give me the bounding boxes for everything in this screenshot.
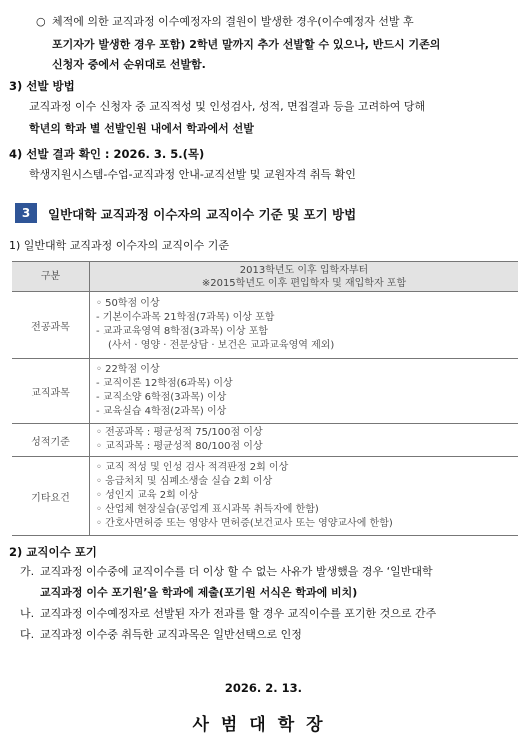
table-header-line-2: ※2015학년도 이후 편입학자 및 재입학자 포함 xyxy=(201,277,407,289)
list-item: - 교직이론 12학점(6과목) 이상 xyxy=(96,378,233,389)
issuing-organization: 사범대학장 xyxy=(192,715,335,735)
table-header-criteria xyxy=(90,262,519,292)
item-na-text: 교직과정 이수예정자로 선발된 자가 전과를 할 경우 교직이수를 포기한 것으로 간주 xyxy=(40,607,437,620)
list-item: ◦ 22학점 이상 xyxy=(96,364,160,375)
list-item: ◦ 교직 적성 및 인성 검사 적격판정 2회 이상 xyxy=(96,462,289,473)
list-item: ◦ 성인지 교육 2회 이상 xyxy=(96,490,199,501)
table-row-category: 성적기준 xyxy=(12,424,90,457)
continuation-line-3: 신청자 중에서 순위대로 선발함. xyxy=(52,58,206,71)
bullet-circle: ○ xyxy=(36,15,46,28)
list-item: ◦ 전공과목 : 평균성적 75/100점 이상 xyxy=(96,427,263,438)
table-header-category: 구분 xyxy=(12,262,90,292)
list-item: - 교육실습 4학점(2과목) 이상 xyxy=(96,406,227,417)
abandon-heading: 2) 교직이수 포기 xyxy=(9,545,97,559)
table-header-line-1: 2013학년도 이후 입학자부터 xyxy=(239,264,369,276)
list-item: ◦ 산업체 현장실습(공업계 표시과목 취득자에 한함) xyxy=(96,504,319,515)
table-row-items xyxy=(90,424,519,457)
section-number-badge: 3 xyxy=(15,203,37,223)
selection-method-line-1: 교직과정 이수 신청자 중 교직적성 및 인성검사, 성적, 면접결과 등을 고려하여 당해 xyxy=(29,100,426,113)
document-date: 2026. 2. 13. xyxy=(224,681,303,695)
table-row-category: 기타요건 xyxy=(12,457,90,536)
requirements-table xyxy=(12,261,518,536)
selection-method-line-2: 학년의 학과 별 선발인원 내에서 학과에서 선발 xyxy=(29,122,254,135)
table-row xyxy=(12,457,518,536)
table-row-category: 교직과목 xyxy=(12,359,90,424)
table-row-items xyxy=(90,359,519,424)
table-row xyxy=(12,292,518,359)
table-header-row xyxy=(12,262,518,292)
criteria-subheading: 1) 일반대학 교직과정 이수자의 교직이수 기준 xyxy=(9,239,230,252)
list-item: ◦ 교직과목 : 평균성적 80/100점 이상 xyxy=(96,441,263,452)
list-item: ◦ 50학점 이상 xyxy=(96,298,160,309)
table-row xyxy=(12,424,518,457)
list-item: ◦ 응급처치 및 심폐소생술 실습 2회 이상 xyxy=(96,476,273,487)
selection-result-line: 학생지원시스템-수업-교직과정 안내-교직선발 및 교원자격 취득 확인 xyxy=(29,168,356,181)
item-da-text: 교직과정 이수중 취득한 교직과목은 일반선택으로 인정 xyxy=(40,628,302,641)
table-row xyxy=(12,359,518,424)
list-item: - 교직소양 6학점(3과목) 이상 xyxy=(96,392,227,403)
list-item: (사서 · 영양 · 전문상담 · 보건은 교과교육영역 제외) xyxy=(108,340,335,351)
continuation-line-2: 포기자가 발생한 경우 포함) 2학년 말까지 추가 선발할 수 있으나, 반드시 기존의 xyxy=(52,38,441,51)
item-ga-line-1: 교직과정 이수중에 교직이수를 더 이상 할 수 없는 사유가 발생했을 경우 ‘일반대학 xyxy=(40,565,433,578)
selection-result-heading: 4) 선발 결과 확인 : 2026. 3. 5.(목) xyxy=(9,147,205,161)
table-row-items xyxy=(90,292,519,359)
table-row-category: 전공과목 xyxy=(12,292,90,359)
item-na-prefix: 나. xyxy=(20,607,35,620)
item-ga-prefix: 가. xyxy=(20,565,35,578)
continuation-line-1: 체적에 의한 교직과정 이수예정자의 결원이 발생한 경우(이수예정자 선발 후 xyxy=(52,15,414,28)
item-ga-line-2: 교직과정 이수 포기원’을 학과에 제출(포기원 서식은 학과에 비치) xyxy=(40,586,358,599)
section-title: 일반대학 교직과정 이수자의 교직이수 기준 및 포기 방법 xyxy=(48,207,357,222)
selection-method-heading: 3) 선발 방법 xyxy=(9,79,75,93)
list-item: - 교과교육영역 8학점(3과목) 이상 포함 xyxy=(96,326,269,337)
list-item: ◦ 간호사면허증 또는 영양사 면허증(보건교사 또는 영양교사에 한함) xyxy=(96,518,393,529)
table-row-items xyxy=(90,457,519,536)
list-item: - 기본이수과목 21학점(7과목) 이상 포함 xyxy=(96,312,275,323)
item-da-prefix: 다. xyxy=(20,628,35,641)
